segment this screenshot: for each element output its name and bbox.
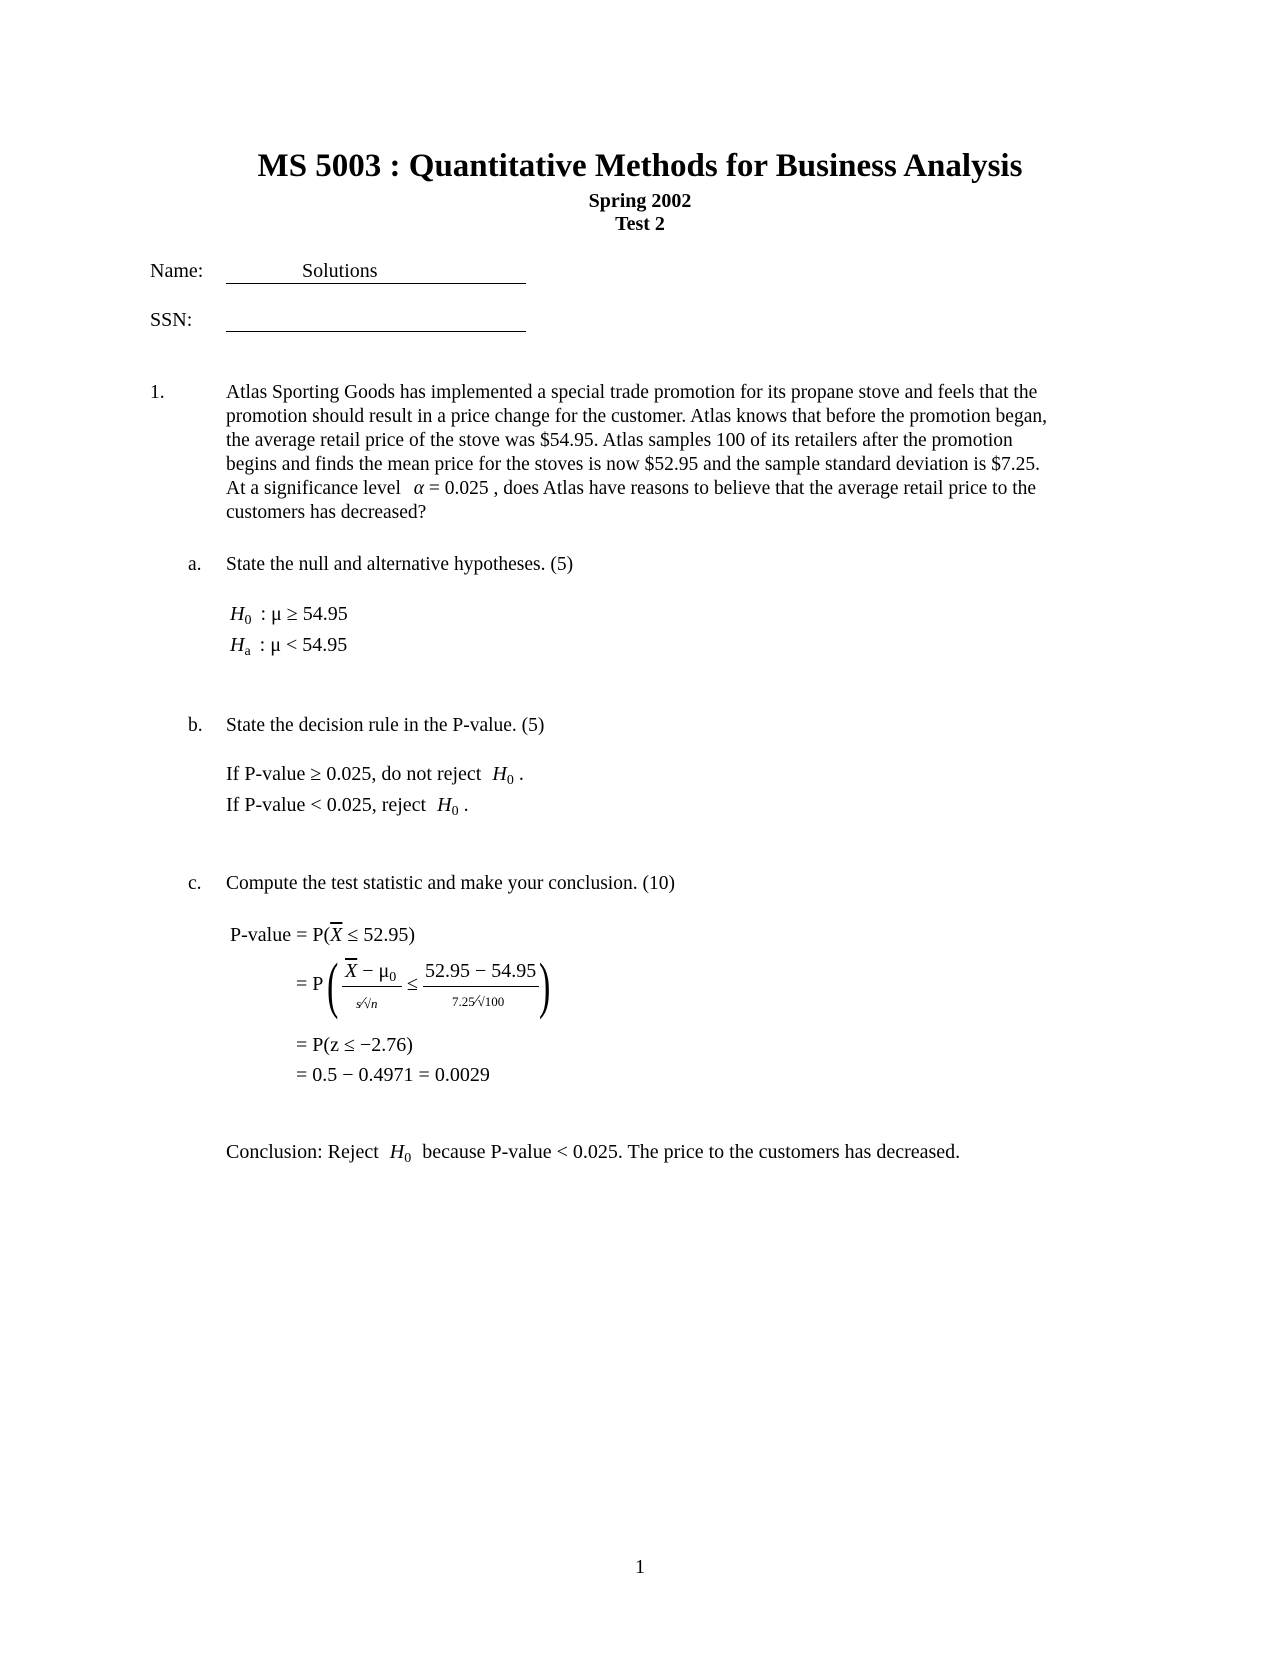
decision-rule-1: If P-value ≥ 0.025, do not reject $H_0$ . [226, 763, 524, 789]
fraction-1-numerator: $\overline{X} - \mu_0$ [345, 960, 397, 986]
decision-rule-2: If P-value < 0.025, reject $H_0$ . [226, 794, 469, 820]
left-paren: ( [327, 952, 339, 1020]
document-title: MS 5003 : Quantitative Methods for Business Analysis [257, 148, 1023, 184]
page-number: 1 [635, 1556, 645, 1578]
pvalue-line-3: = P(z ≤ −2.76) [296, 1034, 413, 1056]
part-c-prompt: Compute the test statistic and make your conclusion. (10) [226, 873, 675, 894]
null-hypothesis: $H_0$ : μ ≥ 54.95 [230, 603, 348, 629]
fraction-1-bar [342, 986, 402, 987]
question-line-alpha: At a significance level α = 0.025 , does Atlas have reasons to believe that the average retail price to the [226, 478, 1037, 499]
right-paren: ) [539, 952, 551, 1020]
part-a-letter: a. [188, 554, 202, 575]
question-line: the average retail price of the stove was $54.95. Atlas samples 100 of its retailers after the promotion [226, 430, 1013, 451]
ssn-label: SSN: [150, 309, 193, 331]
term-label: Spring 2002 [588, 190, 692, 212]
question-line: begins and finds the mean price for the stoves is now $52.95 and the sample standard deviation is $7.25. [226, 454, 1040, 475]
question-number: 1. [150, 382, 165, 403]
fraction-2-bar [423, 986, 539, 987]
part-c-letter: c. [188, 873, 202, 894]
question-text [226, 381, 1047, 525]
leq-symbol: ≤ [407, 973, 418, 995]
pvalue-line-4: = 0.5 − 0.4971 = 0.0029 [296, 1064, 490, 1086]
conclusion: Conclusion: Reject $H_0$ because P-value < 0.025. The price to the customers has decreased. [226, 1141, 961, 1167]
alternative-hypothesis: $H_a$ : μ < 54.95 [230, 634, 348, 660]
fraction-2-denominator: 7.25⁄√100 [452, 991, 505, 1010]
question-line: promotion should result in a price change for the customer. Atlas knows that before the promotion began, [226, 406, 1047, 427]
pvalue-eq-p: = P [296, 973, 324, 995]
name-value: Solutions [302, 260, 378, 282]
part-b-letter: b. [188, 715, 203, 736]
fraction-1-denominator: s⁄√n [356, 993, 378, 1012]
ssn-field-line [226, 331, 526, 332]
part-b-prompt: State the decision rule in the P-value. (5) [226, 715, 545, 736]
question-line: Atlas Sporting Goods has implemented a special trade promotion for its propane stove and feels that the [226, 382, 1038, 403]
test-label: Test 2 [615, 213, 665, 235]
alpha-symbol: α [413, 478, 425, 499]
part-a-prompt: State the null and alternative hypotheses. (5) [226, 554, 574, 575]
name-field-line [226, 283, 526, 284]
name-label: Name: [150, 260, 204, 282]
fraction-2-numerator: 52.95 − 54.95 [425, 960, 537, 982]
question-line: customers has decreased? [226, 502, 427, 523]
pvalue-line-1: P-value = $P(\overline{X} \le 52.95)$ [230, 924, 416, 946]
